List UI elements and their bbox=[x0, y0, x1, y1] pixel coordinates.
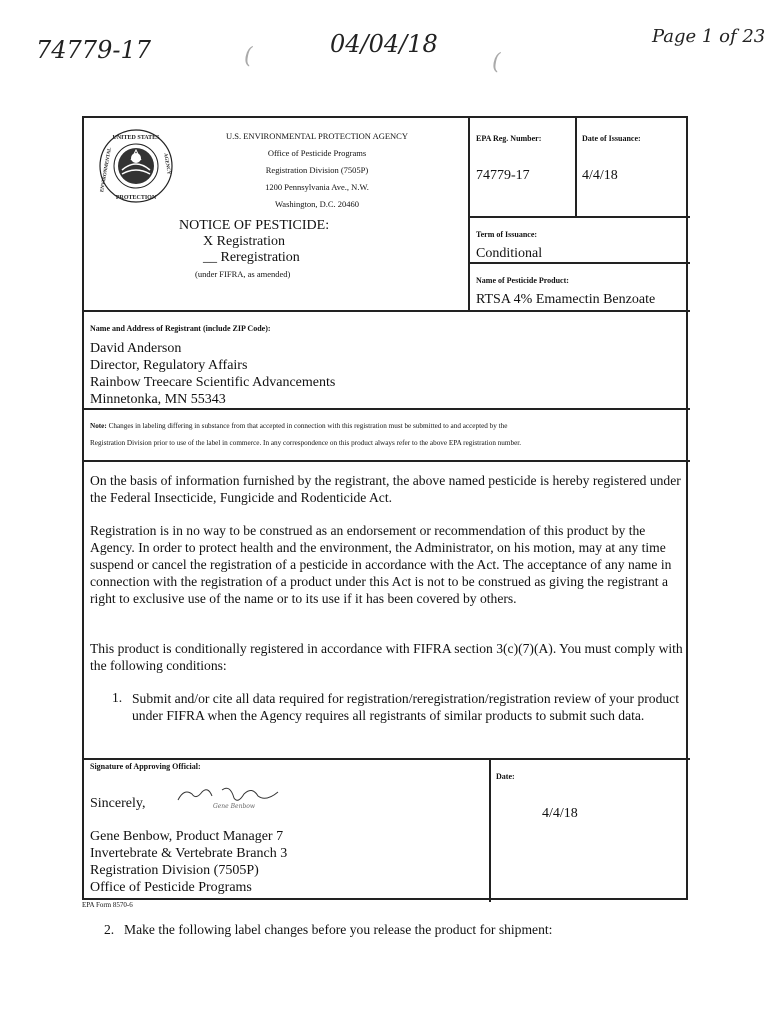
epa-reg-value: 74779-17 bbox=[476, 168, 530, 183]
signature-text: Gene Benbow bbox=[212, 803, 256, 810]
product-value: RTSA 4% Emamectin Benzoate bbox=[476, 292, 656, 307]
divider bbox=[468, 262, 690, 264]
sincerely-text: Sincerely, bbox=[90, 796, 146, 811]
agency-office: Office of Pesticide Programs bbox=[267, 148, 367, 158]
divider bbox=[84, 460, 690, 462]
agency-name: U.S. ENVIRONMENTAL PROTECTION AGENCY bbox=[226, 131, 408, 141]
signature-line4: Office of Pesticide Programs bbox=[90, 880, 252, 895]
seal-text-bottom: PROTECTION bbox=[115, 195, 157, 201]
body-paragraph-1: On the basis of information furnished by the registrant, the above named pesticide is hereby registered under the Federal Insecticide, Fungicide and Rodenticide Act. bbox=[90, 473, 681, 505]
form-number: EPA Form 8570-6 bbox=[82, 901, 133, 909]
registrant-city: Minnetonka, MN 55343 bbox=[90, 392, 226, 407]
seal-text-top: UNITED STATES bbox=[112, 135, 160, 141]
registrant-title: Director, Regulatory Affairs bbox=[90, 358, 248, 373]
term-label: Term of Issuance: bbox=[476, 230, 538, 239]
product-label: Name of Pesticide Product: bbox=[476, 276, 569, 285]
agency-header bbox=[212, 128, 422, 213]
signature-line2: Invertebrate & Vertebrate Branch 3 bbox=[90, 846, 288, 861]
handwritten-date: 04/04/18 bbox=[330, 30, 438, 58]
body-paragraph-3: This product is conditionally registered in accordance with FIFRA section 3(c)(7)(A). You must comply with the following conditions: bbox=[90, 641, 683, 673]
divider bbox=[575, 118, 577, 216]
notice-registration: X Registration bbox=[203, 234, 286, 249]
body-paragraph-2: Registration is in no way to be construed as an endorsement or recommendation of this product by the Agency. In order to protect health and the environment, the Administrator, on his motion, may at any time suspend or cancel the registration of a pesticide in accordance with the Act. The acceptance of any name in connection with the registration of a product under this Act is not to be construed as giving the registrant a right to exclusive use of the name or to its use if it has been covered by others. bbox=[90, 523, 672, 606]
divider bbox=[84, 408, 690, 410]
divider bbox=[468, 216, 690, 218]
note-label: Note: bbox=[90, 422, 107, 430]
seal-text-left: ENVIRONMENTAL bbox=[100, 147, 113, 193]
divider bbox=[84, 758, 690, 760]
notice-reregistration: __ Reregistration bbox=[203, 250, 300, 265]
epa-reg-label: EPA Reg. Number: bbox=[476, 134, 542, 143]
handwritten-paren-1: ( bbox=[244, 44, 253, 69]
handwritten-reg-number: 74779-17 bbox=[36, 36, 151, 64]
signature-line1: Gene Benbow, Product Manager 7 bbox=[90, 829, 284, 844]
term-value: Conditional bbox=[476, 246, 543, 261]
body-item-1: Submit and/or cite all data required for registration/reregistration/registration review of your product under FIFRA when the Agency requires all registrants of similar products to submit such data. bbox=[132, 691, 679, 723]
note-line2: Registration Division prior to use of the label in commerce. In any correspondence on this product always refer to the above EPA registration number. bbox=[90, 439, 522, 447]
notice-block bbox=[179, 218, 329, 282]
item-2-text: Make the following label changes before you release the product for shipment: bbox=[124, 922, 553, 937]
notice-form bbox=[82, 116, 688, 900]
note-block bbox=[90, 418, 684, 452]
divider bbox=[84, 310, 690, 312]
item-1-number: 1. bbox=[112, 690, 123, 705]
handwritten-page: Page 1 of 23 bbox=[652, 26, 766, 47]
note-line1: Changes in labeling differing in substance from that accepted in connection with this registration must be submitted to and accepted by the bbox=[108, 422, 508, 430]
signature-scribble bbox=[174, 780, 294, 810]
signature-date-label: Date: bbox=[496, 772, 515, 781]
registrant-block bbox=[90, 340, 335, 408]
registrant-company: Rainbow Treecare Scientific Advancements bbox=[90, 375, 336, 390]
item-2-number: 2. bbox=[104, 922, 115, 937]
registrant-label: Name and Address of Registrant (include ZIP Code): bbox=[90, 324, 271, 333]
agency-address: 1200 Pennsylvania Ave., N.W. bbox=[265, 182, 369, 192]
signature-date-value: 4/4/18 bbox=[542, 806, 578, 821]
date-issuance-value: 4/4/18 bbox=[582, 168, 618, 183]
epa-seal-icon bbox=[98, 128, 174, 204]
notice-fifra: (under FIFRA, as amended) bbox=[195, 269, 291, 279]
date-issuance-label: Date of Issuance: bbox=[582, 134, 641, 143]
divider bbox=[468, 118, 470, 310]
agency-division: Registration Division (7505P) bbox=[265, 165, 369, 175]
signature-label: Signature of Approving Official: bbox=[90, 762, 201, 771]
signature-line3: Registration Division (7505P) bbox=[90, 863, 259, 878]
registrant-name: David Anderson bbox=[90, 341, 182, 356]
signature-block bbox=[90, 828, 287, 896]
divider bbox=[489, 758, 491, 902]
agency-city: Washington, D.C. 20460 bbox=[274, 199, 360, 209]
notice-title: NOTICE OF PESTICIDE: bbox=[179, 218, 330, 233]
seal-text-right: AGENCY bbox=[162, 152, 171, 176]
handwritten-paren-2: ( bbox=[492, 50, 501, 75]
